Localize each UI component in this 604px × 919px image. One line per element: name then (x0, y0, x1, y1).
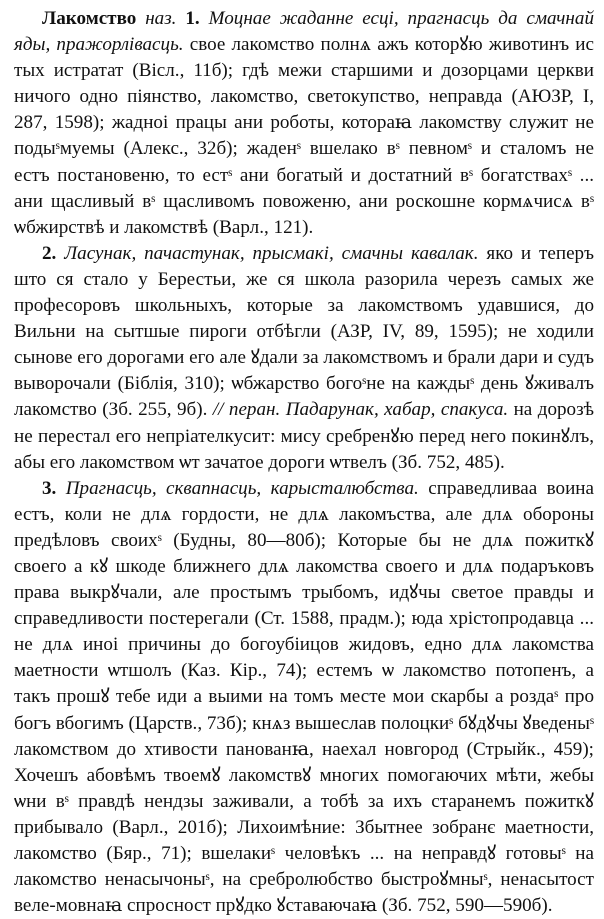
headword: Лакомство (42, 8, 137, 29)
sense-number: 3. (42, 477, 57, 499)
sense-number: 2. (42, 242, 57, 264)
sense-number: 1. (185, 8, 200, 29)
sense-citations: справедливаа воина естъ, коли не длѧ гордости, не длѧ лакомъства, але длѧ обороны предѣловъ своихˢ (Будны, 80—80б); Которые бы не длѧ пожиткꙋ своего а кꙋ шкоде ближнего длѧ лакомства своего и длѧ подаръковъ права выкрꙋчали, але простымъ трыбомъ, идꙋчы светое правды и справедливости постерегали (Ст. 1588, прадм.); юда хрiстопродавца ... не длѧ иноі причины до богоубiицов жидовъ, едно длѧ лакомства маетности ѡтшолъ (Каз. Кір., 74); естемъ ѡ лакомство потопенъ, а такъ прошꙋ тебе иди а выими на томъ месте мои скарбы а роздаˢ про богъ вбогимъ (Царств., 73б); кнѧз вышеслав полоцкиˢ бꙋдꙋчы ꙋведеныˢ лакомством до хтивости панованꙗ, наехал новгород (Стрыйк., 459); Хочешъ абовѣмъ твоемꙋ лакомствꙋ многих помогаючих мѣти, жебы ѡни вˢ правдѣ нендзы заживали, а тобѣ за ихъ старанемъ пожиткꙋ прибывало (Варл., 201б); Лихоимѣние: Збытнее зобранє маетности, лакомство (Бяр., 71); вшелакиˢ человѣкъ ... на неправдꙋ готовыˢ на лакомство ненасычоныˢ, на сребролюбство быстроꙋмныˢ, ненасытост веле-мовнаꙗ спросност прꙋдко ꙋставаючаꙗ (Зб. 752, 590—590б). (14, 477, 595, 917)
sense-2 (14, 241, 594, 476)
sense-citations: свое лакомство полнѧ ажъ которꙋю животинъ ис тых истратат (Вісл., 11б); гдѣ межи старшими и дозорцами церкви ничого одно пiянство, лакомство, светокупство, неправда (АЮЗР, I, 287, 1598); жадноі працы ани роботы, котораꙗ лакомству служит не подыˢмуемы (Алекс., 32б); жаденˢ вшелако вˢ певномˢ и сталомъ не естъ постановеню, то естˢ ани богатый и достатний вˢ богатствахˢ ... ани щасливый вˢ щасливомъ повоженю, ани роскошне кормѧчисѧ вˢ ѡбжирствѣ и лакомствѣ (Варл., 121). (14, 34, 594, 238)
sense-citations: яко и теперъ што ся стало у Берестьи, же ся школа разорила черезъ самых же професоровъ школьныхъ, которые за лакомствомъ удавшися, до Вильни на сытшые пироги отбѣгли (АЗР, IV, 89, 1595); не ходили сынове его дорогами его але ꙋдали за лакомствомъ и брали дари и судъ выворочали (Біблія, 310); ѡбжарство богоˢне на каждыˢ день ꙋживалъ лакомство (Зб. 255, 9б). (14, 242, 594, 421)
part-of-speech: наз. (145, 8, 177, 29)
sense-1 (14, 6, 594, 241)
sense-definition: Прагнасць, сквапнасць, карысталюбства. (65, 477, 419, 499)
figurative-cross-reference: // перан. Падарунак, хабар, спакуса. (212, 399, 509, 421)
sense-citations-figurative: на дорозѣ не перестал его непрiателкусит: мису сребренꙋю перед него покинꙋлъ, абы его лакомством ѡт зачатое дороги ѡтвелъ (Зб. 752, 485). (14, 399, 594, 473)
sense-3 (14, 476, 594, 919)
sense-definition: Ласунак, пачастунак, прысмакі, смачны кавалак. (64, 242, 479, 264)
sense-definition: Моцнае жаданне есці, прагнасць да смачнай яды, пражорлівасць. (14, 8, 594, 56)
